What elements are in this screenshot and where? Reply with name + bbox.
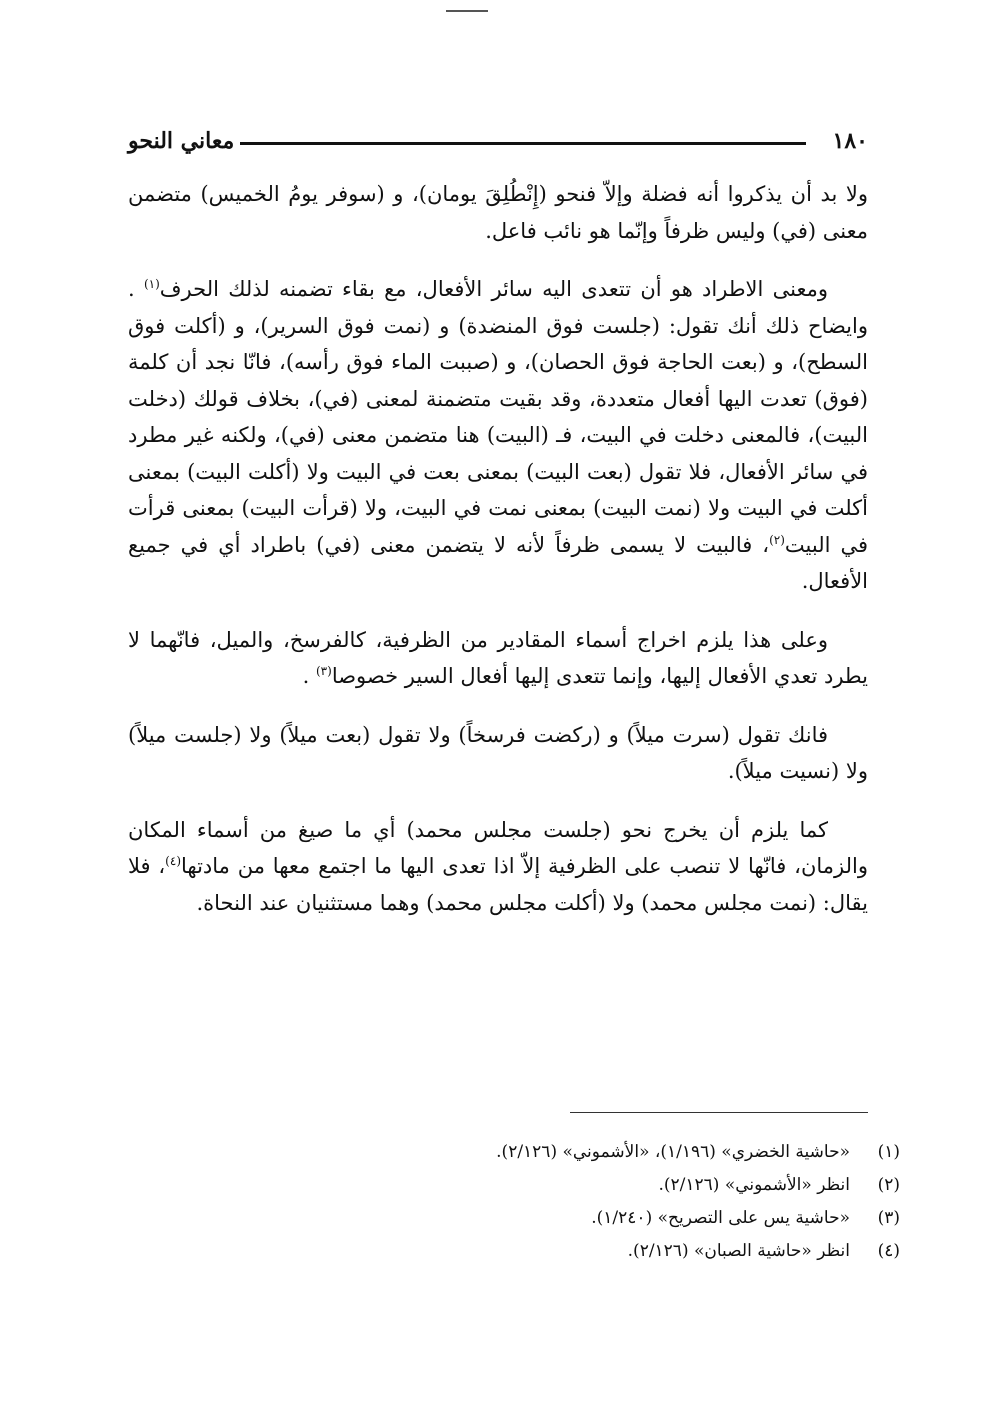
footnote-text: «حاشية الخضري» (١/١٩٦)، «الأشموني» (٢/١٢٦). [496,1142,850,1162]
paragraph-text: . [302,664,316,688]
footnote-number: (٤) [877,1241,900,1261]
paragraph-4 [128,717,868,790]
paragraph-3 [128,622,868,695]
footnote-ref-4[interactable]: (٤) [165,854,181,868]
page-number: ١٨٠ [832,128,868,154]
paragraph-text: . وايضاح ذلك أنك تقول: (جلست فوق المنضدة) و (نمت فوق السرير)، و (أكلت فوق السطح)، و (بعت الحاجة فوق الحصان)، و (صببت الماء فوق رأسه)، فانّا نجد أن كلمة (فوق) تعدت اليها أفعال متعددة، وقد بقيت متضمنة لمعنى (في)، بخلاف قولك (دخلت البيت)، فالمعنى دخلت في البيت، فـ (البيت) هنا متضمن معنى (في)، ولكنه غير مطرد في سائر الأفعال، فلا تقول (بعت البيت) بمعنى بعت في البيت ولا (أكلت البيت) بمعنى أكلت في البيت ولا (نمت البيت) بمعنى نمت في البيت، ولا (قرأت البيت) بمعنى قرأت في البيت [128,277,869,557]
paragraph-text: ، فالبيت لا يسمى ظرفاً لأنه لا يتضمن معنى (في) باطراد أي في جميع الأفعال. [128,532,868,593]
paragraph-5 [128,812,868,922]
footnote-ref-1[interactable]: (١) [143,277,160,291]
footnote-text: «حاشية يس على التصريح» (١/٢٤٠). [591,1208,850,1228]
paragraph-text: ولا بد أن يذكروا أنه فضلة وإلاّ فنحو (إِنْطُلِقَ يومان)، و (سوفر يومُ الخميس) متضمن معنى (في) وليس ظرفاً وإنّما هو نائب فاعل. [128,182,868,243]
footnote-number: (٢) [877,1175,900,1195]
footnote-number: (٣) [877,1208,900,1228]
header-rule [240,142,806,145]
footnote-ref-3[interactable]: (٣) [315,664,332,678]
footnote-text: انظر «الأشموني» (٢/١٢٦). [658,1175,850,1195]
paragraph-2 [128,271,868,600]
footnote-separator [570,1112,868,1113]
scan-top-mark [446,10,488,12]
paragraph-text: كما يلزم أن يخرج نحو (جلست مجلس محمد) أي ما صيغ من أسماء المكان والزمان، فانّها لا تنصب على الظرفية إلاّ اذا تعدى اليها ما اجتمع معها من مادتها [128,817,868,878]
footnotes [300,1136,900,1268]
paragraph-text: وعلى هذا يلزم اخراج أسماء المقادير من الظرفية، كالفرسخ، والميل، فانّهما لا يطرد تعدي الأفعال إليها، وإنما تتعدى إليها أفعال السير خصوصا [128,627,868,688]
paragraph-text: ومعنى الاطراد هو أن تتعدى اليه سائر الأفعال، مع بقاء تضمنه لذلك الحرف [159,277,828,301]
paragraph-1 [128,176,868,249]
footnote-number: (١) [877,1142,900,1162]
footnote-text: انظر «حاشية الصبان» (٢/١٢٦). [627,1241,850,1261]
paragraph-text: فانك تقول (سرت ميلاً) و (ركضت فرسخاً) ولا تقول (بعت ميلاً) ولا (جلست ميلاً) ولا (نسيت ميلاً). [128,722,868,783]
footnote-ref-2[interactable]: (٢) [769,532,785,547]
footnote-2 [300,1169,900,1202]
footnote-3 [300,1202,900,1235]
running-title: معاني النحو [128,128,235,154]
body-text [128,176,868,921]
page-header [128,128,868,168]
footnote-4 [300,1235,900,1268]
paragraph-text: ، فلا يقال: (نمت مجلس محمد) ولا (أكلت مجلس محمد) وهما مستثنيان عند النحاة. [128,854,868,915]
footnote-1 [300,1136,900,1169]
